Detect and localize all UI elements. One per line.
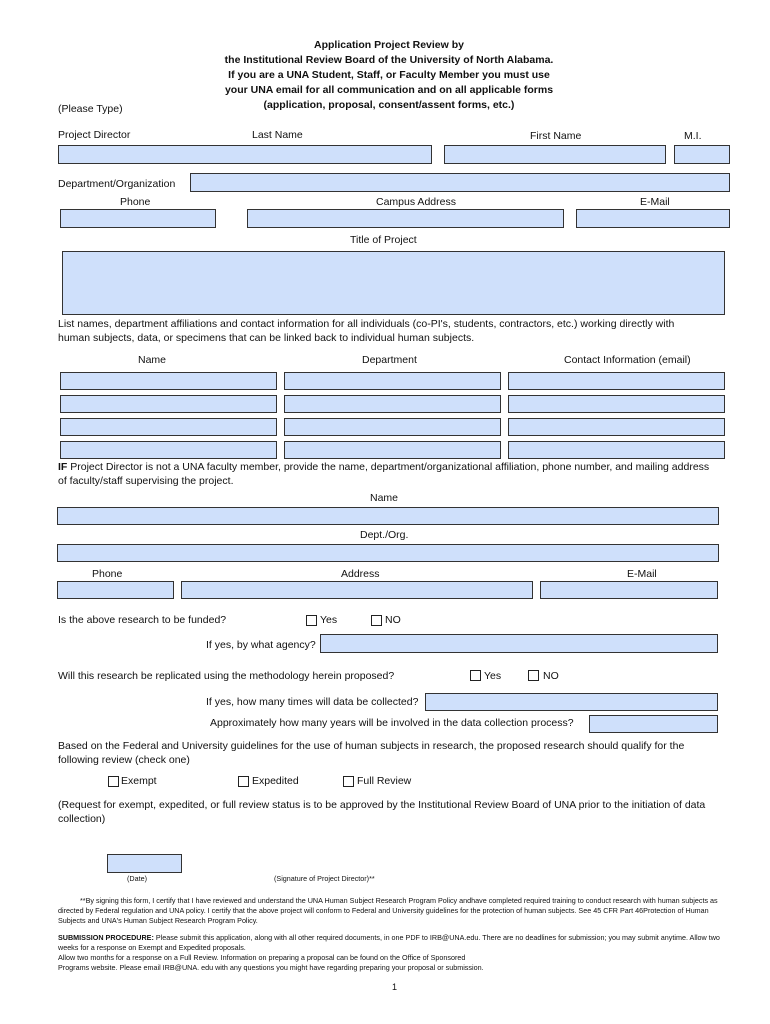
title-line-4: your UNA email for all communication and on all applicable forms [224,84,554,96]
first-name-label: First Name [530,130,582,142]
please-type-label: (Please Type) [58,103,123,115]
funding-yes-label: Yes [320,614,338,626]
expedited-checkbox[interactable] [238,776,249,787]
supervisor-instruction-text: Project Director is not a UNA faculty member, provide the name, department/organizational affiliation, phone number, and mailing address of faculty/staff supervising the project. [58,461,710,487]
form-title [150,38,628,113]
submission-line-3: Programs website. Please email IRB@UNA. edu with any questions you might have regarding preparing your proposal or submission. [58,963,484,972]
campus-address-field[interactable] [247,209,564,228]
personnel-contact-field-1[interactable] [508,372,725,390]
project-director-label: Project Director [58,129,131,141]
title-line-3: If you are a UNA Student, Staff, or Faculty Member you must use [228,69,550,81]
personnel-department-field-3[interactable] [284,418,501,436]
title-line-5: (application, proposal, consent/assent forms, etc.) [263,99,515,111]
supervisor-address-label: Address [341,568,380,580]
personnel-name-header: Name [138,354,167,366]
replication-times-field[interactable] [425,693,718,711]
personnel-name-field-3[interactable] [60,418,277,436]
phone-field[interactable] [60,209,216,228]
page-number: 1 [392,982,398,992]
personnel-name-field-2[interactable] [60,395,277,413]
personnel-name-field-4[interactable] [60,441,277,459]
funding-agency-label: If yes, by what agency? [206,639,316,651]
department-label: Department/Organization [58,178,176,190]
supervisor-address-field[interactable] [181,581,533,599]
campus-address-label: Campus Address [376,196,456,208]
supervisor-dept-label: Dept./Org. [360,529,409,541]
submission-procedure [58,933,720,953]
signature-label: (Signature of Project Director)** [274,874,375,883]
personnel-contact-field-4[interactable] [508,441,725,459]
replication-no-checkbox[interactable] [528,670,539,681]
replication-no-label: NO [543,670,559,682]
funding-yes-checkbox[interactable] [306,615,317,626]
department-field[interactable] [190,173,730,192]
replication-years-label: Approximately how many years will be involved in the data collection process? [210,717,574,729]
replication-years-field[interactable] [589,715,718,733]
supervisor-name-label: Name [370,492,399,504]
last-name-field[interactable] [58,145,432,164]
personnel-department-field-2[interactable] [284,395,501,413]
supervisor-dept-field[interactable] [57,544,719,562]
supervisor-instructions [58,461,718,488]
email-field[interactable] [576,209,730,228]
replication-yes-checkbox[interactable] [470,670,481,681]
personnel-contact-field-3[interactable] [508,418,725,436]
exempt-checkbox[interactable] [108,776,119,787]
review-intro: Based on the Federal and University guidelines for the use of human subjects in research, the proposed research should qualify for the following review (check one) [58,740,685,766]
email-label: E-Mail [640,196,670,208]
replication-yes-label: Yes [484,670,502,682]
mi-field[interactable] [674,145,730,164]
personnel-department-header: Department [362,354,417,366]
personnel-name-field-1[interactable] [60,372,277,390]
date-label: (Date) [127,874,147,883]
first-name-field[interactable] [444,145,666,164]
title-of-project-label: Title of Project [350,234,417,246]
submission-procedure-heading: SUBMISSION PROCEDURE: [58,933,154,942]
certification-footnote: **By signing this form, I certify that I have reviewed and understand the UNA Human Subject Research Program Policy andhave completed required training to conduct research with human subjects as directed by Federal regulation and UNA policy. I certify that the above project will conform to Federal and University guidelines for the protection of human subjects. See 45 CFR Part 46Protection of Human Subjects and UNA's Human Subject Research Program Policy. [58,896,718,925]
replication-question: Will this research be replicated using the methodology herein proposed? [58,670,395,682]
funding-no-label: NO [385,614,401,626]
mi-label: M.I. [684,130,702,142]
exempt-label: Exempt [121,775,157,787]
expedited-label: Expedited [252,775,299,787]
phone-label: Phone [120,196,151,208]
title-line-1: Application Project Review by [314,39,464,51]
supervisor-email-label: E-Mail [627,568,657,580]
personnel-department-field-1[interactable] [284,372,501,390]
submission-line-2: Allow two months for a response on a Full Review. Information on preparing a proposal can be found on the Office of Sponsored [58,953,466,962]
funding-no-checkbox[interactable] [371,615,382,626]
review-note: (Request for exempt, expedited, or full review status is to be approved by the Institutional Review Board of UNA prior to the initiation of data collection) [58,799,706,825]
full-review-label: Full Review [357,775,412,787]
personnel-contact-field-2[interactable] [508,395,725,413]
full-review-checkbox[interactable] [343,776,354,787]
personnel-contact-header: Contact Information (email) [564,354,691,366]
funding-agency-field[interactable] [320,634,718,653]
title-of-project-field[interactable] [62,251,725,315]
replication-times-label: If yes, how many times will data be collected? [206,696,419,708]
if-emphasis: IF [58,461,68,473]
supervisor-phone-label: Phone [92,568,123,580]
date-field[interactable] [107,854,182,873]
supervisor-email-field[interactable] [540,581,718,599]
personnel-instructions: List names, department affiliations and contact information for all individuals (co-PI's, students, contractors, etc.) working directly with human subjects, data, or specimens that can be linked back to individual human subjects. [58,318,675,344]
funding-question: Is the above research to be funded? [58,614,227,626]
title-line-2: the Institutional Review Board of the University of North Alabama. [224,54,554,66]
supervisor-phone-field[interactable] [57,581,174,599]
personnel-department-field-4[interactable] [284,441,501,459]
supervisor-name-field[interactable] [57,507,719,525]
last-name-label: Last Name [252,129,303,141]
submission-procedure-text: Please submit this application, along with all other required documents, in one PDF to IRB@UNA.edu. There are no deadlines for submission; you may submit anytime. Allow two weeks for a response on Exempt and Expedited proposals. [58,933,720,952]
